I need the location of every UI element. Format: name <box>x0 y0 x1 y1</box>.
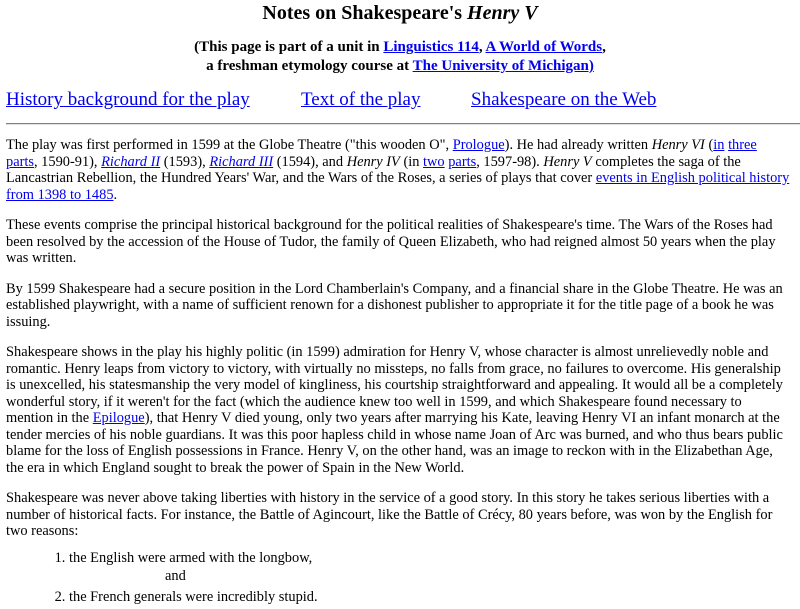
events-history-link[interactable]: events in English political history from 1398 to 1485 <box>6 170 790 203</box>
richard-iii-link[interactable] <box>209 154 273 170</box>
subtitle-sep: , <box>478 39 486 55</box>
p1-text: , 1597-98). <box>476 153 544 170</box>
list-and: and <box>165 568 186 584</box>
parts-link[interactable]: parts <box>6 153 34 170</box>
linguistics-114-link[interactable]: Linguistics 114 <box>383 39 479 55</box>
nav-history-link[interactable]: History background for the play <box>6 89 250 110</box>
paragraph-4 <box>6 344 792 476</box>
nav-text-link[interactable]: Text of the play <box>301 89 421 110</box>
richard-iii-title: Richard III <box>209 153 274 170</box>
in-link[interactable]: in <box>713 137 725 153</box>
title-play-name: Henry V <box>467 2 538 24</box>
p1-text: (1594), and <box>273 153 347 170</box>
world-of-words-link[interactable]: A World of Words <box>485 39 603 55</box>
p1-text: (in <box>399 153 424 170</box>
subtitle-line2-prefix: a freshman etymology course at <box>206 58 413 74</box>
henry-vi-title: Henry VI <box>651 137 705 153</box>
parts-link-2[interactable]: parts <box>448 153 477 170</box>
prologue-link[interactable]: Prologue <box>452 137 505 153</box>
subtitle-prefix: (This page is part of a unit in <box>194 39 384 55</box>
main-content <box>6 137 792 609</box>
page-subtitle <box>0 38 800 76</box>
henry-iv-title: Henry IV <box>346 153 400 170</box>
three-link[interactable]: three <box>728 137 757 153</box>
title-prefix: Notes on Shakespeare's <box>262 2 468 24</box>
p1-text: completes the saga of the Lancastrian Rebellion, the Hundred Years' War, and the Wars of the Roses, a series of plays that cover <box>6 153 741 186</box>
paragraph-5: Shakespeare was never above taking liberties with history in the service of a good story. In this story he takes serious liberties with a number of historical facts. For instance, the Battle of Agincourt, like the Battle of Crécy, 80 years before, was won by the English for two reasons: <box>6 490 773 539</box>
p1-text: ( <box>704 137 714 153</box>
university-michigan-link[interactable]: The University of Michigan) <box>412 58 594 74</box>
paragraph-1 <box>6 137 792 203</box>
epilogue-link[interactable]: Epilogue <box>92 410 145 426</box>
paragraph-2: These events comprise the principal historical background for the political realities of Shakespeare's time. The Wars of the Roses had been resolved by the accession of the House of Tudor, the family of Queen Elizabeth, who had reigned almost 50 years when the play was written. <box>6 217 776 266</box>
list-item: 1. the English were armed with the longbow, <box>69 550 792 567</box>
richard-ii-title: Richard II <box>101 153 161 170</box>
divider <box>6 123 800 125</box>
subtitle-comma: , <box>602 39 606 55</box>
p4-text: Shakespeare shows in the play his highly politic (in 1599) admiration for Henry V, whose character is almost unrelievedly noble and romantic. Henry leaps from victory to victory, with virtually no missteps, no falls from grace, no failures to overcome. His generalship is unexcelled, his statesmanship the very model of kingliness, his courtship straightforward and appealing. It would all be a completely wonderful story, if it weren't for the fact (which the audience knew too well in 1599, and which Shakespeare found necessary to mention in the <box>6 344 783 426</box>
p1-text: ). He had already written <box>504 137 652 153</box>
p1-text: , 1590-91), <box>33 153 102 170</box>
p1-text: . <box>113 186 118 203</box>
p1-text: (1593), <box>160 153 210 170</box>
p1-text: The play was first performed in 1599 at the Globe Theatre ("this wooden O", <box>6 137 453 153</box>
paragraph-3: By 1599 Shakespeare had a secure position in the Lord Chamberlain's Company, and a financial share in the Globe Theatre. He was an established playwright, with a name of sufficient renown for a dishonest publisher to appropriate it for the title page of a book he was issuing. <box>6 280 783 330</box>
nav-web-link[interactable]: Shakespeare on the Web <box>471 89 657 110</box>
page-title <box>0 3 800 23</box>
p4-text: ), that Henry V died young, only two years after marrying his Kate, leaving Henry VI an infant monarch at the tender mercies of his noble guardians. It was this poor hapless child in whose name Joan of Arc was burned, and who thus bears public blame for the loss of English possessions in France. Henry V, on the other hand, was an image to reckon with in the Elizabethan Age, the era in which England sought to break the power of Spain in the New World. <box>6 410 783 476</box>
henry-v-title: Henry V <box>543 153 592 170</box>
two-link[interactable]: two <box>423 153 445 170</box>
reasons-list <box>6 550 792 606</box>
richard-ii-link[interactable] <box>101 154 160 170</box>
list-item: 2. the French generals were incredibly stupid. <box>69 589 792 606</box>
